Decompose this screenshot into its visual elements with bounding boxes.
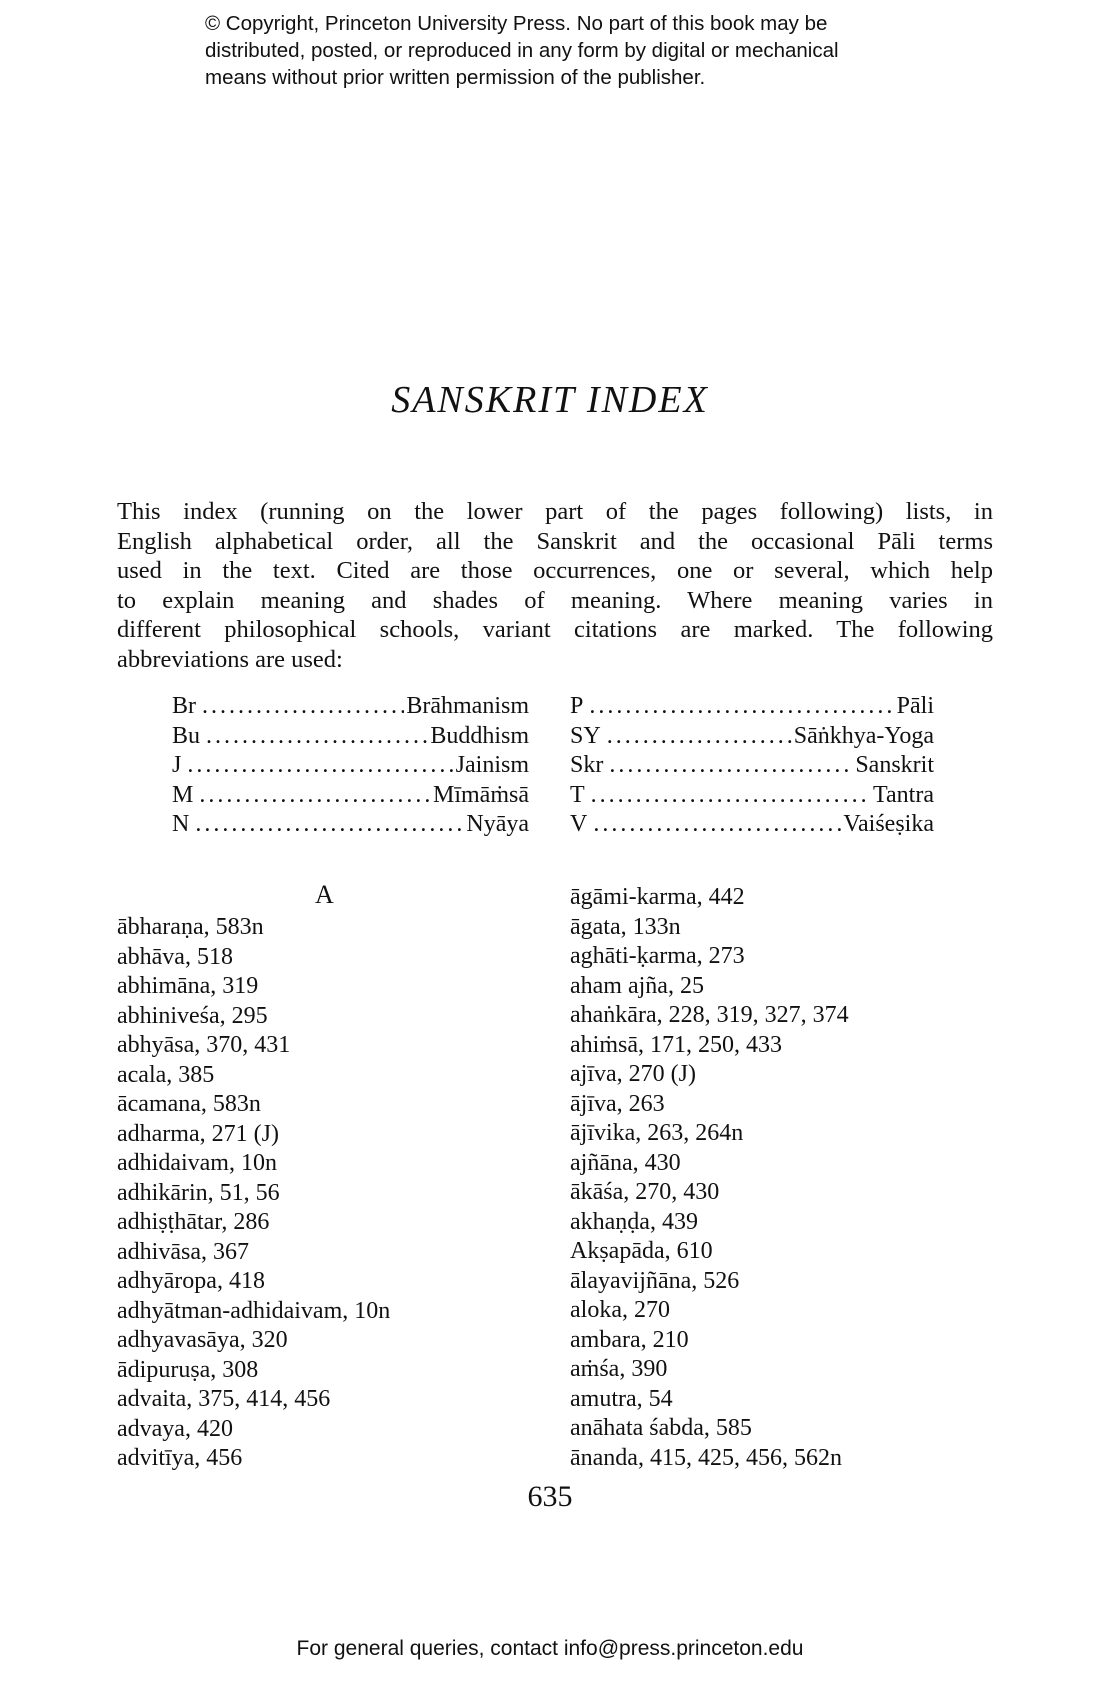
page-title: SANSKRIT INDEX	[391, 379, 709, 421]
index-entry: aloka, 270	[570, 1297, 670, 1323]
abbreviation-row	[570, 810, 934, 840]
index-entry: aghāti-ḳarma, 273	[570, 943, 745, 969]
index-entry: adhikārin, 51, 56	[117, 1179, 280, 1206]
intro-paragraph	[117, 497, 993, 674]
footer-contact: For general queries, contact info@press.princeton.edu	[296, 1637, 804, 1660]
abbreviation-row	[570, 781, 934, 811]
abbreviation-row	[172, 781, 529, 811]
abbreviation-list-right	[570, 692, 934, 840]
index-entry: ākāśa, 270, 430	[570, 1179, 720, 1205]
dot-leader	[202, 692, 404, 722]
index-entry: ālayavijñāna, 526	[570, 1267, 740, 1294]
abbreviation-code: Bu	[172, 722, 201, 749]
abbreviation-code: V	[570, 811, 588, 837]
abbreviation-code: Skr	[570, 752, 604, 778]
index-entry: adhyātman-adhidaivam, 10n	[117, 1297, 391, 1324]
abbreviation-code: T	[570, 781, 585, 808]
index-entry: acala, 385	[117, 1061, 215, 1088]
index-entry: akhaṇḍa, 439	[570, 1208, 698, 1235]
index-entry: ādipuruṣa, 308	[117, 1356, 259, 1383]
abbreviation-list-left	[172, 692, 529, 840]
abbreviation-row	[570, 692, 934, 722]
abbreviation-row	[172, 810, 529, 840]
abbreviation-meaning: Jainism	[455, 752, 529, 778]
abbreviation-row	[172, 692, 529, 722]
index-entry: adhyavasāya, 320	[117, 1327, 288, 1353]
index-entry: adhyāropa, 418	[117, 1268, 265, 1294]
index-entry: āgata, 133n	[570, 913, 681, 940]
index-entry: ānanda, 415, 425, 456, 562n	[570, 1444, 842, 1471]
abbreviation-row	[570, 751, 934, 781]
abbreviation-meaning: Tantra	[873, 781, 934, 808]
index-entry: advaita, 375, 414, 456	[117, 1386, 331, 1412]
abbreviation-code: SY	[570, 722, 601, 749]
intro-line: to explain meaning and shades of meaning. Where meaning varies in	[117, 586, 993, 614]
abbreviation-meaning: Buddhism	[430, 722, 529, 749]
copyright-line: distributed, posted, or reproduced in any form by digital or mechanical	[205, 39, 839, 62]
abbreviation-meaning: Sanskrit	[855, 752, 934, 778]
index-column-left	[117, 913, 390, 1474]
index-entry: ajīva, 270 (J)	[570, 1061, 696, 1087]
index-entry: adharma, 271 (J)	[117, 1120, 279, 1147]
intro-line: different philosophical schools, variant citations are marked. The following	[117, 616, 993, 643]
abbreviation-code: P	[570, 693, 584, 719]
dot-leader	[195, 810, 464, 840]
dot-leader	[607, 722, 792, 752]
abbreviation-meaning: Vaiśeṣika	[843, 811, 934, 837]
intro-line: This index (running on the lower part of the pages following) lists, in	[117, 498, 993, 525]
abbreviation-meaning: Sāṅkhya-Yoga	[793, 722, 934, 749]
section-letter-heading: A	[315, 880, 334, 909]
index-entry: amutra, 54	[570, 1385, 673, 1412]
dot-leader	[199, 781, 431, 811]
abbreviation-meaning: Brāhmanism	[406, 693, 529, 719]
copyright-line: means without prior written permission of the publisher.	[205, 66, 706, 89]
index-entry: ahaṅkāra, 228, 319, 327, 374	[570, 1002, 849, 1028]
index-entry: advitīya, 456	[117, 1445, 243, 1471]
copyright-line: © Copyright, Princeton University Press. No part of this book may be	[205, 12, 828, 35]
index-entry: adhivāsa, 367	[117, 1238, 249, 1265]
page-number: 635	[527, 1480, 573, 1513]
abbreviation-code: M	[172, 781, 194, 808]
index-entry: advaya, 420	[117, 1415, 233, 1442]
abbreviation-meaning: Nyāya	[466, 811, 529, 837]
dot-leader	[187, 751, 453, 781]
index-entry: adhiṣṭhātar, 286	[117, 1209, 270, 1235]
index-entry: āgāmi-karma, 442	[570, 884, 745, 910]
index-column-right	[570, 883, 849, 1473]
dot-leader	[591, 781, 871, 811]
dot-leader	[589, 692, 894, 722]
dot-leader	[206, 722, 428, 752]
abbreviation-code: Br	[172, 693, 196, 719]
index-entry: ajñāna, 430	[570, 1149, 681, 1176]
dot-leader	[593, 810, 841, 840]
intro-line: abbreviations are used:	[117, 645, 343, 673]
abbreviation-row	[172, 751, 529, 781]
intro-line: English alphabetical order, all the Sanskrit and the occasional Pāli terms	[117, 527, 993, 555]
abbreviation-row	[172, 722, 529, 752]
index-entry: adhidaivam, 10n	[117, 1150, 277, 1176]
index-entry: abhāva, 518	[117, 943, 233, 970]
intro-line: used in the text. Cited are those occurrences, one or several, which help	[117, 557, 993, 584]
dot-leader	[609, 751, 853, 781]
index-entry: anāhata śabda, 585	[570, 1415, 752, 1441]
index-entry: abhimāna, 319	[117, 973, 259, 999]
index-entry: Akṣapāda, 610	[570, 1238, 713, 1264]
index-entry: ahiṁsā, 171, 250, 433	[570, 1031, 782, 1058]
abbreviation-meaning: Pāli	[896, 693, 934, 719]
abbreviation-code: N	[172, 811, 190, 837]
index-entry: aṁśa, 390	[570, 1356, 668, 1382]
index-entry: ājīva, 263	[570, 1090, 665, 1117]
index-entry: aham ajña, 25	[570, 972, 704, 999]
abbreviation-row	[570, 722, 934, 752]
abbreviation-meaning: Mīmāṁsā	[433, 781, 529, 808]
index-entry: ācamana, 583n	[117, 1091, 261, 1117]
index-entry: ambara, 210	[570, 1326, 689, 1353]
index-entry: abhyāsa, 370, 431	[117, 1032, 291, 1058]
index-entry: ājīvika, 263, 264n	[570, 1120, 744, 1146]
index-entry: abhiniveśa, 295	[117, 1002, 268, 1029]
abbreviation-code: J	[172, 752, 182, 778]
copyright-notice	[205, 10, 965, 91]
index-entry: ābharaṇa, 583n	[117, 914, 264, 940]
